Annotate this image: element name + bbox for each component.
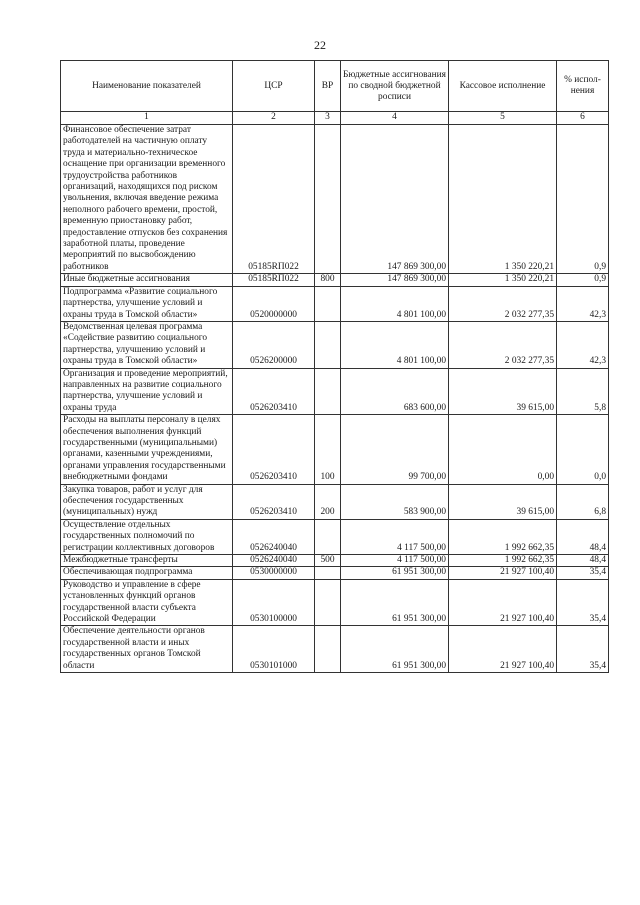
row-vr-cell: 500 <box>315 555 341 567</box>
row-budget-cell: 583 900,00 <box>341 484 449 519</box>
row-vr-cell <box>315 519 341 554</box>
row-csr-cell: 0526240040 <box>233 519 315 554</box>
row-pct-cell: 0,9 <box>557 274 609 286</box>
table-row <box>61 519 609 554</box>
row-cash-cell: 1 992 662,35 <box>449 519 557 554</box>
table-row <box>61 567 609 579</box>
table-row <box>61 626 609 673</box>
header-csr: ЦСР <box>233 61 315 112</box>
row-cash-cell: 39 615,00 <box>449 368 557 415</box>
row-pct-cell: 35,4 <box>557 579 609 626</box>
row-budget-cell: 147 869 300,00 <box>341 274 449 286</box>
row-budget-cell: 147 869 300,00 <box>341 125 449 274</box>
row-cash-cell: 21 927 100,40 <box>449 626 557 673</box>
page-number: 22 <box>314 38 326 52</box>
table-row <box>61 274 609 286</box>
column-number: 3 <box>315 112 341 125</box>
column-number-row <box>61 112 609 125</box>
row-vr-cell <box>315 567 341 579</box>
row-name-cell: Иные бюджетные ассигнования <box>61 274 233 286</box>
row-vr-cell <box>315 286 341 321</box>
column-number: 5 <box>449 112 557 125</box>
row-csr-cell: 05185RП022 <box>233 125 315 274</box>
row-name-cell: Ведомственная целевая программа «Содействие развитию социального партнерства, улучшению условий и охраны труда в Томской области» <box>61 321 233 368</box>
table-row <box>61 321 609 368</box>
row-pct-cell: 5,8 <box>557 368 609 415</box>
header-vr: ВР <box>315 61 341 112</box>
row-name-cell: Финансовое обеспечение затрат работодателей на частичную оплату труда и материально-техническое оснащение при организации временного трудоустройства работников организаций, находящихся под риском увольнения, включая введение режима неполного рабочего времени, простой, временную приостановку работ, предоставление отпусков без сохранения заработной платы, проведение мероприятий по высвобождению работников <box>61 125 233 274</box>
table-row <box>61 286 609 321</box>
row-cash-cell: 1 350 220,21 <box>449 274 557 286</box>
column-number: 2 <box>233 112 315 125</box>
row-budget-cell: 61 951 300,00 <box>341 567 449 579</box>
row-pct-cell: 35,4 <box>557 567 609 579</box>
row-cash-cell: 2 032 277,35 <box>449 321 557 368</box>
column-number: 1 <box>61 112 233 125</box>
row-budget-cell: 4 801 100,00 <box>341 321 449 368</box>
row-budget-cell: 4 801 100,00 <box>341 286 449 321</box>
row-pct-cell: 35,4 <box>557 626 609 673</box>
row-cash-cell: 1 350 220,21 <box>449 125 557 274</box>
row-name-cell: Руководство и управление в сфере установленных функций органов государственной власти субъекта Российской Федерации <box>61 579 233 626</box>
row-budget-cell: 4 117 500,00 <box>341 519 449 554</box>
row-cash-cell: 2 032 277,35 <box>449 286 557 321</box>
row-name-cell: Расходы на выплаты персоналу в целях обеспечения выполнения функций государственными (муниципальными) органами, казенными учреждениями, органами управления государственными внебюджетными фондами <box>61 415 233 484</box>
row-vr-cell: 200 <box>315 484 341 519</box>
row-csr-cell: 0530000000 <box>233 567 315 579</box>
row-cash-cell: 21 927 100,40 <box>449 567 557 579</box>
row-csr-cell: 0526240040 <box>233 555 315 567</box>
row-csr-cell: 0530100000 <box>233 579 315 626</box>
row-csr-cell: 0526203410 <box>233 368 315 415</box>
row-csr-cell: 0530101000 <box>233 626 315 673</box>
row-cash-cell: 1 992 662,35 <box>449 555 557 567</box>
row-vr-cell: 800 <box>315 274 341 286</box>
row-pct-cell: 48,4 <box>557 555 609 567</box>
row-pct-cell: 0,0 <box>557 415 609 484</box>
row-csr-cell: 05185RП022 <box>233 274 315 286</box>
row-csr-cell: 0520000000 <box>233 286 315 321</box>
table-row <box>61 368 609 415</box>
row-csr-cell: 0526203410 <box>233 415 315 484</box>
row-name-cell: Подпрограмма «Развитие социального партнерства, улучшение условий и охраны труда в Томской области» <box>61 286 233 321</box>
table-body <box>61 125 609 673</box>
row-pct-cell: 48,4 <box>557 519 609 554</box>
table-row <box>61 415 609 484</box>
row-name-cell: Межбюджетные трансферты <box>61 555 233 567</box>
row-pct-cell: 42,3 <box>557 286 609 321</box>
table-row <box>61 125 609 274</box>
row-vr-cell <box>315 626 341 673</box>
table-row <box>61 484 609 519</box>
table-row <box>61 579 609 626</box>
row-name-cell: Осуществление отдельных государственных полномочий по регистрации коллективных договоров <box>61 519 233 554</box>
row-pct-cell: 0,9 <box>557 125 609 274</box>
column-number: 4 <box>341 112 449 125</box>
row-pct-cell: 42,3 <box>557 321 609 368</box>
row-pct-cell: 6,8 <box>557 484 609 519</box>
row-csr-cell: 0526203410 <box>233 484 315 519</box>
row-cash-cell: 21 927 100,40 <box>449 579 557 626</box>
budget-execution-table <box>60 60 609 673</box>
header-cash: Кассовое исполнение <box>449 61 557 112</box>
row-budget-cell: 4 117 500,00 <box>341 555 449 567</box>
row-cash-cell: 39 615,00 <box>449 484 557 519</box>
row-budget-cell: 99 700,00 <box>341 415 449 484</box>
row-name-cell: Закупка товаров, работ и услуг для обеспечения государственных (муниципальных) нужд <box>61 484 233 519</box>
row-budget-cell: 683 600,00 <box>341 368 449 415</box>
column-number: 6 <box>557 112 609 125</box>
row-vr-cell <box>315 368 341 415</box>
row-name-cell: Обеспечение деятельности органов государственной власти и иных государственных органов Томской области <box>61 626 233 673</box>
table-row <box>61 555 609 567</box>
header-pct: % испол-нения <box>557 61 609 112</box>
row-vr-cell <box>315 579 341 626</box>
header-budget: Бюджетные ассигнования по сводной бюджетной росписи <box>341 61 449 112</box>
row-budget-cell: 61 951 300,00 <box>341 579 449 626</box>
row-name-cell: Обеспечивающая подпрограмма <box>61 567 233 579</box>
row-budget-cell: 61 951 300,00 <box>341 626 449 673</box>
row-vr-cell <box>315 125 341 274</box>
table-header-row <box>61 61 609 112</box>
header-name: Наименование показателей <box>61 61 233 112</box>
row-cash-cell: 0,00 <box>449 415 557 484</box>
row-csr-cell: 0526200000 <box>233 321 315 368</box>
row-vr-cell: 100 <box>315 415 341 484</box>
row-name-cell: Организация и проведение мероприятий, направленных на развитие социального партнерства, улучшение условий и охраны труда <box>61 368 233 415</box>
row-vr-cell <box>315 321 341 368</box>
